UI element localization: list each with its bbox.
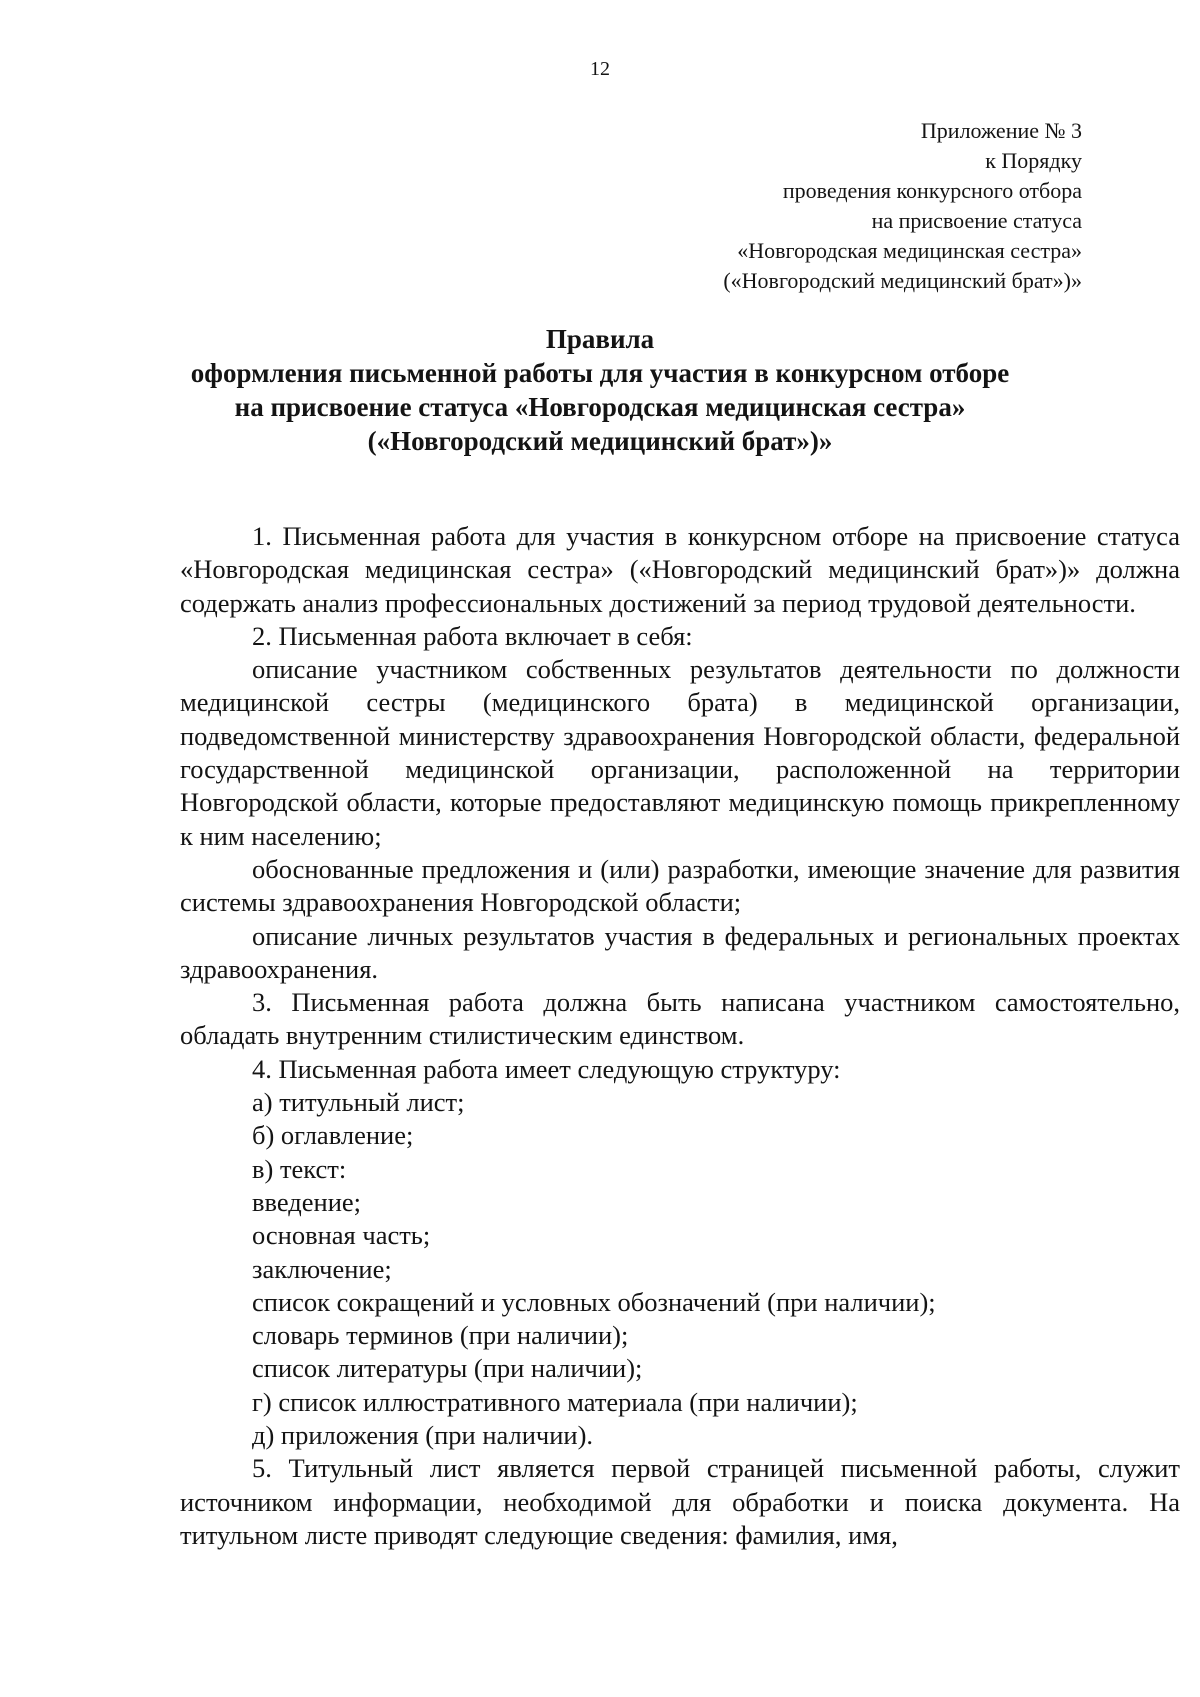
appendix-reference [723, 116, 1082, 296]
structure-item: а) титульный лист; [252, 1087, 465, 1118]
appendix-line: «Новгородская медицинская сестра» [737, 238, 1082, 263]
title-line: («Новгородский медицинский брат»)» [367, 426, 833, 456]
structure-item: основная часть; [252, 1220, 431, 1251]
structure-item: д) приложения (при наличии). [252, 1420, 594, 1451]
appendix-line: к Порядку [985, 148, 1082, 173]
structure-item: заключение; [252, 1253, 392, 1284]
structure-item: б) оглавление; [252, 1120, 414, 1151]
title-line: на присвоение статуса «Новгородская медицинская сестра» [234, 392, 966, 422]
document-body [180, 520, 1180, 1552]
paragraph-3: 3. Письменная работа должна быть написана участником самостоятельно, обладать внутренним стилистическим единством. [180, 987, 1180, 1051]
appendix-line: («Новгородский медицинский брат»)» [723, 268, 1082, 293]
paragraph-2-proposals: обоснованные предложения и (или) разработки, имеющие значение для развития системы здравоохранения Новгородской области; [180, 853, 1180, 918]
paragraph-2-description: описание участником собственных результатов деятельности по должности медицинской сестры (медицинского брата) в медицинской организации, подведомственной министерству здравоохранения Новгородской области, федеральной государственной медицинской организации, расположенной на территории Новгородской области, которые предоставляют медицинскую помощь прикрепленному к ним населению; [180, 654, 1180, 851]
structure-item: в) текст: [252, 1153, 347, 1184]
document-title [0, 322, 1200, 458]
paragraph-1: 1. Письменная работа для участия в конкурсном отборе на присвоение статуса «Новгородская медицинская сестра» («Новгородский медицинский брат»)» должна содержать анализ профессиональных достижений за период трудовой деятельности. [180, 521, 1180, 618]
structure-item: список сокращений и условных обозначений (при наличии); [252, 1286, 936, 1317]
structure-item: г) список иллюстративного материала (при наличии); [252, 1386, 858, 1417]
structure-item: словарь терминов (при наличии); [252, 1320, 629, 1351]
paragraph-2-projects: описание личных результатов участия в федеральных и региональных проектах здравоохранения. [180, 920, 1180, 984]
structure-item: список литературы (при наличии); [252, 1353, 643, 1384]
title-heading: Правила [545, 324, 655, 354]
paragraph-5: 5. Титульный лист является первой страницей письменной работы, служит источником информации, необходимой для обработки и поиска документа. На титульном листе приводят следующие сведения: фамилия, имя, [180, 1453, 1180, 1550]
page-number: 12 [590, 58, 610, 80]
appendix-line: проведения конкурсного отбора [782, 178, 1082, 203]
structure-item: введение; [252, 1186, 362, 1217]
appendix-line: Приложение № 3 [920, 118, 1082, 143]
paragraph-4: 4. Письменная работа имеет следующую структуру: [252, 1053, 841, 1084]
title-line: оформления письменной работы для участия в конкурсном отборе [190, 358, 1010, 388]
paragraph-2: 2. Письменная работа включает в себя: [252, 620, 693, 651]
appendix-line: на присвоение статуса [871, 208, 1082, 233]
